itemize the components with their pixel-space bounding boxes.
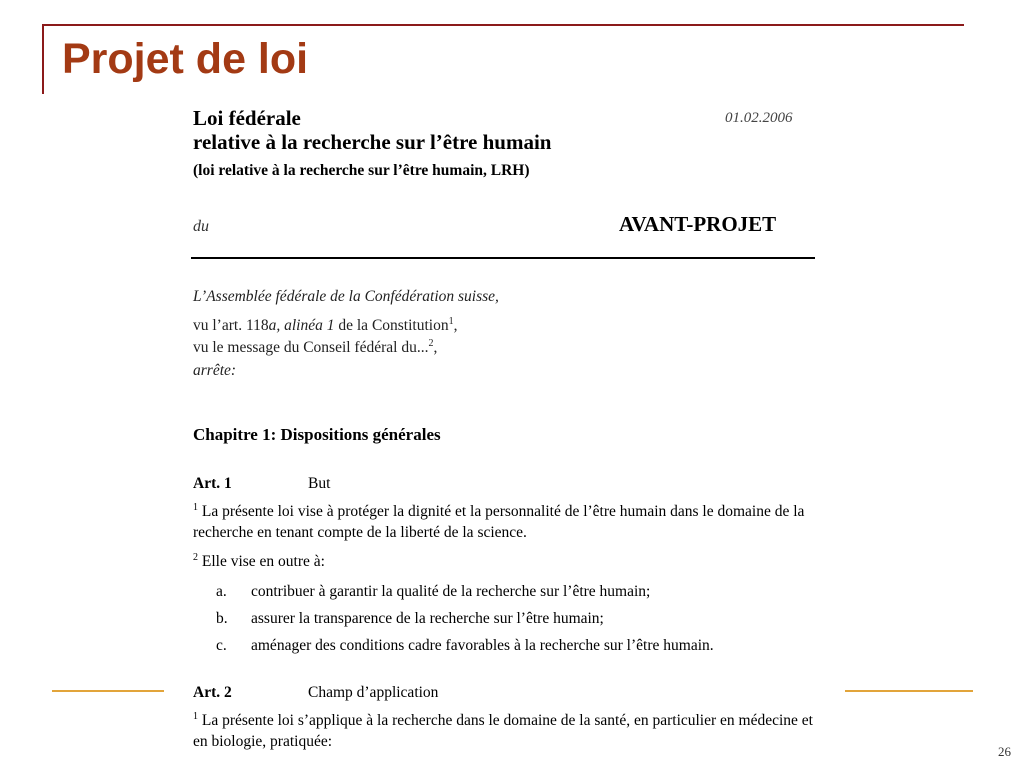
preamble-line-2-post: de la Constitution (334, 317, 449, 334)
list-item-text: aménager des conditions cadre favorables à la recherche sur l’être humain. (251, 637, 714, 654)
status-label: AVANT-PROJET (619, 212, 777, 236)
footnote-ref-1: 1 (448, 315, 454, 327)
preamble-line-2-pre: vu l’art. 118 (193, 317, 269, 334)
list-item-text: contribuer à garantir la qualité de la recherche sur l’être humain; (251, 583, 651, 600)
law-short-title: (loi relative à la recherche sur l’être humain, LRH) (193, 162, 530, 179)
paragraph-text: La présente loi vise à protéger la dignité et la personnalité de l’être humain dans le domaine de la recherche en tenant compte de la liberté de la science. (193, 503, 805, 541)
list-item-letter: a. (216, 583, 227, 600)
preamble-line-3-end: , (433, 339, 438, 356)
chapter-heading: Chapitre 1: Dispositions générales (193, 425, 441, 444)
preamble-line-2 (193, 317, 457, 335)
preamble-line-1: L’Assemblée fédérale de la Confédération suisse, (193, 288, 499, 305)
law-document-image (173, 92, 823, 768)
article-1-number: Art. 1 (193, 475, 232, 492)
law-subtitle: relative à la recherche sur l’être humain (193, 130, 552, 154)
article-1-paragraph-2 (193, 551, 325, 572)
preamble-line-3 (193, 339, 437, 357)
preamble-line-2-end: , (453, 317, 458, 334)
list-item-letter: b. (216, 610, 228, 627)
slide-number: 26 (998, 744, 1011, 759)
paragraph-number: 1 (193, 501, 198, 513)
paragraph-text: La présente loi s’applique à la recherche dans le domaine de la santé, en particulier en médecine et en biologie, pratiquée: (193, 712, 813, 750)
article-2-title: Champ d’application (308, 684, 439, 701)
footer-rule-left (52, 690, 164, 692)
law-date: 01.02.2006 (725, 110, 793, 126)
preamble-line-3-pre: vu le message du Conseil fédéral du... (193, 339, 429, 356)
paragraph-text: Elle vise en outre à: (198, 553, 325, 570)
footnote-ref-2: 2 (428, 337, 434, 349)
document-divider (191, 257, 815, 259)
du-label: du (193, 218, 209, 235)
left-rule (42, 24, 44, 94)
top-rule (42, 24, 964, 26)
article-2-paragraph-1 (193, 710, 818, 752)
article-1-title: But (308, 475, 331, 492)
footer-rule-right (845, 690, 973, 692)
article-2-number: Art. 2 (193, 684, 232, 701)
paragraph-number: 2 (193, 551, 198, 563)
article-1-paragraph-1 (193, 501, 818, 543)
preamble-line-4: arrête: (193, 362, 237, 379)
slide-title: Projet de loi (62, 35, 309, 83)
list-item-text: assurer la transparence de la recherche sur l’être humain; (251, 610, 604, 627)
paragraph-number: 1 (193, 710, 198, 722)
preamble-line-2-italic: a, alinéa 1 (268, 317, 335, 334)
list-item-letter: c. (216, 637, 227, 654)
law-title: Loi fédérale (193, 106, 301, 130)
